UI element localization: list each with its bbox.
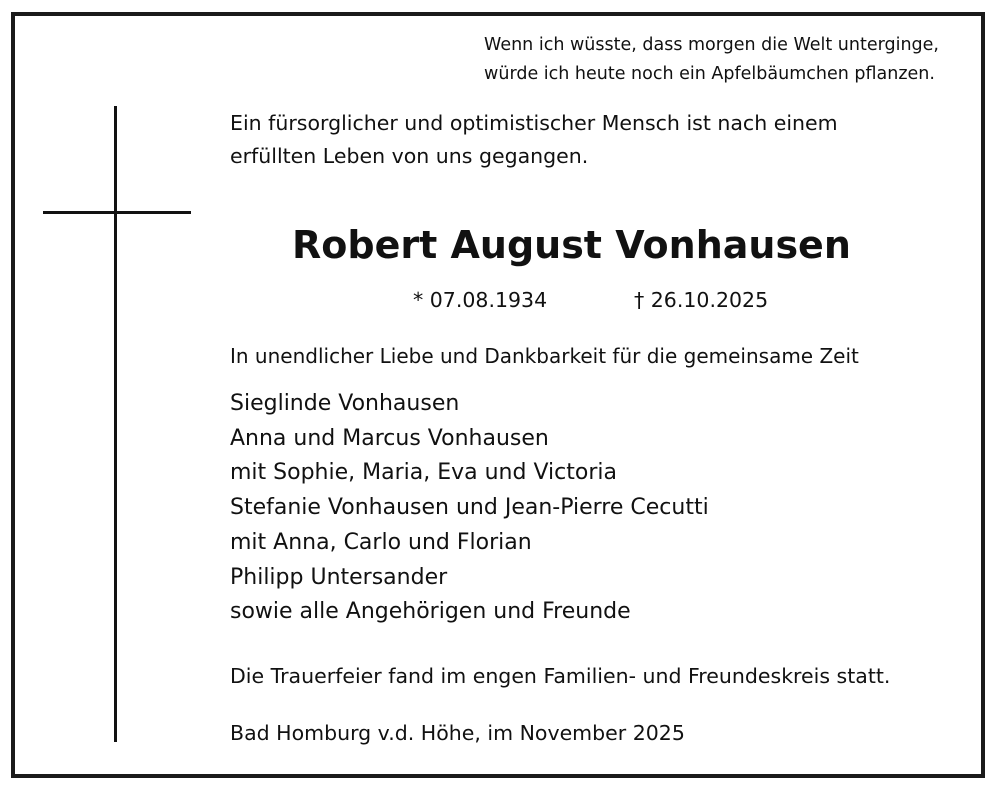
birth-date: * 07.08.1934: [413, 288, 548, 312]
ceremony-note: Die Trauerfeier fand im engen Familien- und Freundeskreis statt.: [230, 664, 891, 688]
cross-horizontal-beam: [43, 211, 191, 214]
dedication-text: In unendlicher Liebe und Dankbarkeit für die gemeinsame Zeit: [230, 344, 859, 368]
mourner-line: Stefanie Vonhausen und Jean-Pierre Cecutti: [230, 495, 709, 521]
mourners-list: [230, 387, 709, 630]
motto-line: würde ich heute noch ein Apfelbäumchen pflanzen.: [484, 64, 935, 84]
mourner-line: Anna und Marcus Vonhausen: [230, 425, 549, 451]
mourner-line: mit Sophie, Maria, Eva und Victoria: [230, 460, 617, 486]
deceased-name: Robert August Vonhausen: [292, 223, 851, 267]
mourner-line: sowie alle Angehörigen und Freunde: [230, 599, 631, 625]
mourner-line: Sieglinde Vonhausen: [230, 391, 460, 416]
motto-quote: [484, 31, 939, 89]
intro-line: Ein fürsorglicher und optimistischer Mensch ist nach einem: [230, 111, 838, 135]
motto-line: Wenn ich wüsste, dass morgen die Welt unterginge,: [484, 35, 939, 55]
place-date: Bad Homburg v.d. Höhe, im November 2025: [230, 721, 685, 745]
cross-vertical-beam: [114, 106, 117, 742]
death-date: † 26.10.2025: [634, 288, 769, 312]
mourner-line: mit Anna, Carlo und Florian: [230, 529, 532, 555]
mourner-line: Philipp Untersander: [230, 564, 448, 590]
intro-text: [230, 107, 838, 173]
intro-line: erfüllten Leben von uns gegangen.: [230, 144, 589, 168]
